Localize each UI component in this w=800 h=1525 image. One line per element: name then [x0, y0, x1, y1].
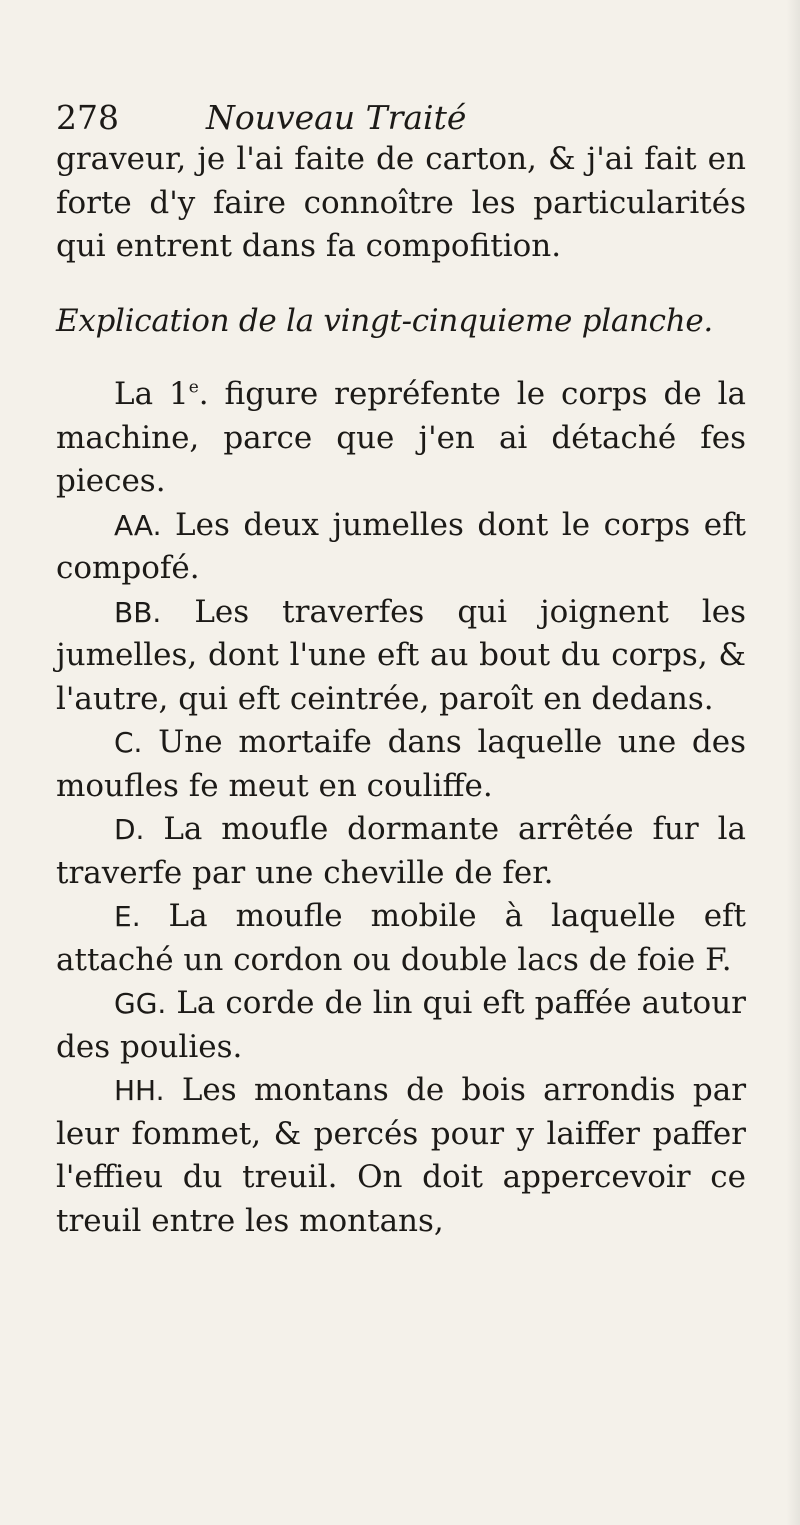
- page-edge-shadow: [786, 0, 800, 1525]
- figure-prefix: La 1: [114, 376, 189, 412]
- legend-label: AA.: [114, 508, 162, 542]
- figure-superscript: e: [188, 377, 199, 398]
- figure-paragraph: [56, 373, 746, 504]
- figure-description: . figure repréfente le corps de la machine, parce que j'en ai détaché fes pieces.: [56, 376, 746, 499]
- legend-label: D.: [114, 813, 145, 846]
- page-header: [56, 96, 756, 140]
- legend-label: E.: [114, 900, 141, 933]
- legend-label: C.: [114, 726, 143, 759]
- legend-entry-e: [56, 895, 746, 982]
- legend-label: BB.: [114, 595, 162, 629]
- legend-text: Les traverfes qui joignent les jumelles, dont l'une eft au bout du corps, & l'autre, qui eft ceintrée, paroît en dedans.: [56, 593, 746, 717]
- legend-label: GG.: [114, 987, 167, 1020]
- legend-entry-aa: [56, 504, 746, 591]
- legend-entry-hh: [56, 1069, 746, 1243]
- legend-text: Les montans de bois arrondis par leur fommet, & percés pour y laiffer paffer l'effieu du treuil. On doit appercevoir ce treuil entre les montans,: [56, 1072, 747, 1239]
- legend-entry-gg: [56, 982, 746, 1069]
- legend-label: HH.: [114, 1074, 165, 1107]
- intro-paragraph: graveur, je l'ai faite de carton, & j'ai fait en forte d'y faire connoître les particularités qui entrent dans fa compofition.: [56, 141, 746, 264]
- page-number: 278: [56, 98, 119, 137]
- legend-entry-d: [56, 808, 746, 895]
- legend-text: Une mortaife dans laquelle une des moufles fe meut en couliffe.: [56, 724, 747, 804]
- legend-text: Les deux jumelles dont le corps eft compofé.: [56, 506, 746, 586]
- legend-text: La corde de lin qui eft paffée autour des poulies.: [56, 985, 746, 1065]
- legend-text: La moufle mobile à laquelle eft attaché un cordon ou double lacs de foie F.: [56, 898, 746, 978]
- section-heading: Explication de la vingt-cinquieme planche.: [56, 302, 713, 339]
- running-title: Nouveau Traité: [206, 98, 467, 137]
- page-text: [56, 138, 746, 1243]
- legend-entry-c: [56, 721, 746, 808]
- legend-entry-bb: [56, 591, 746, 722]
- legend-text: La moufle dormante arrêtée fur la traverfe par une cheville de fer.: [56, 811, 746, 891]
